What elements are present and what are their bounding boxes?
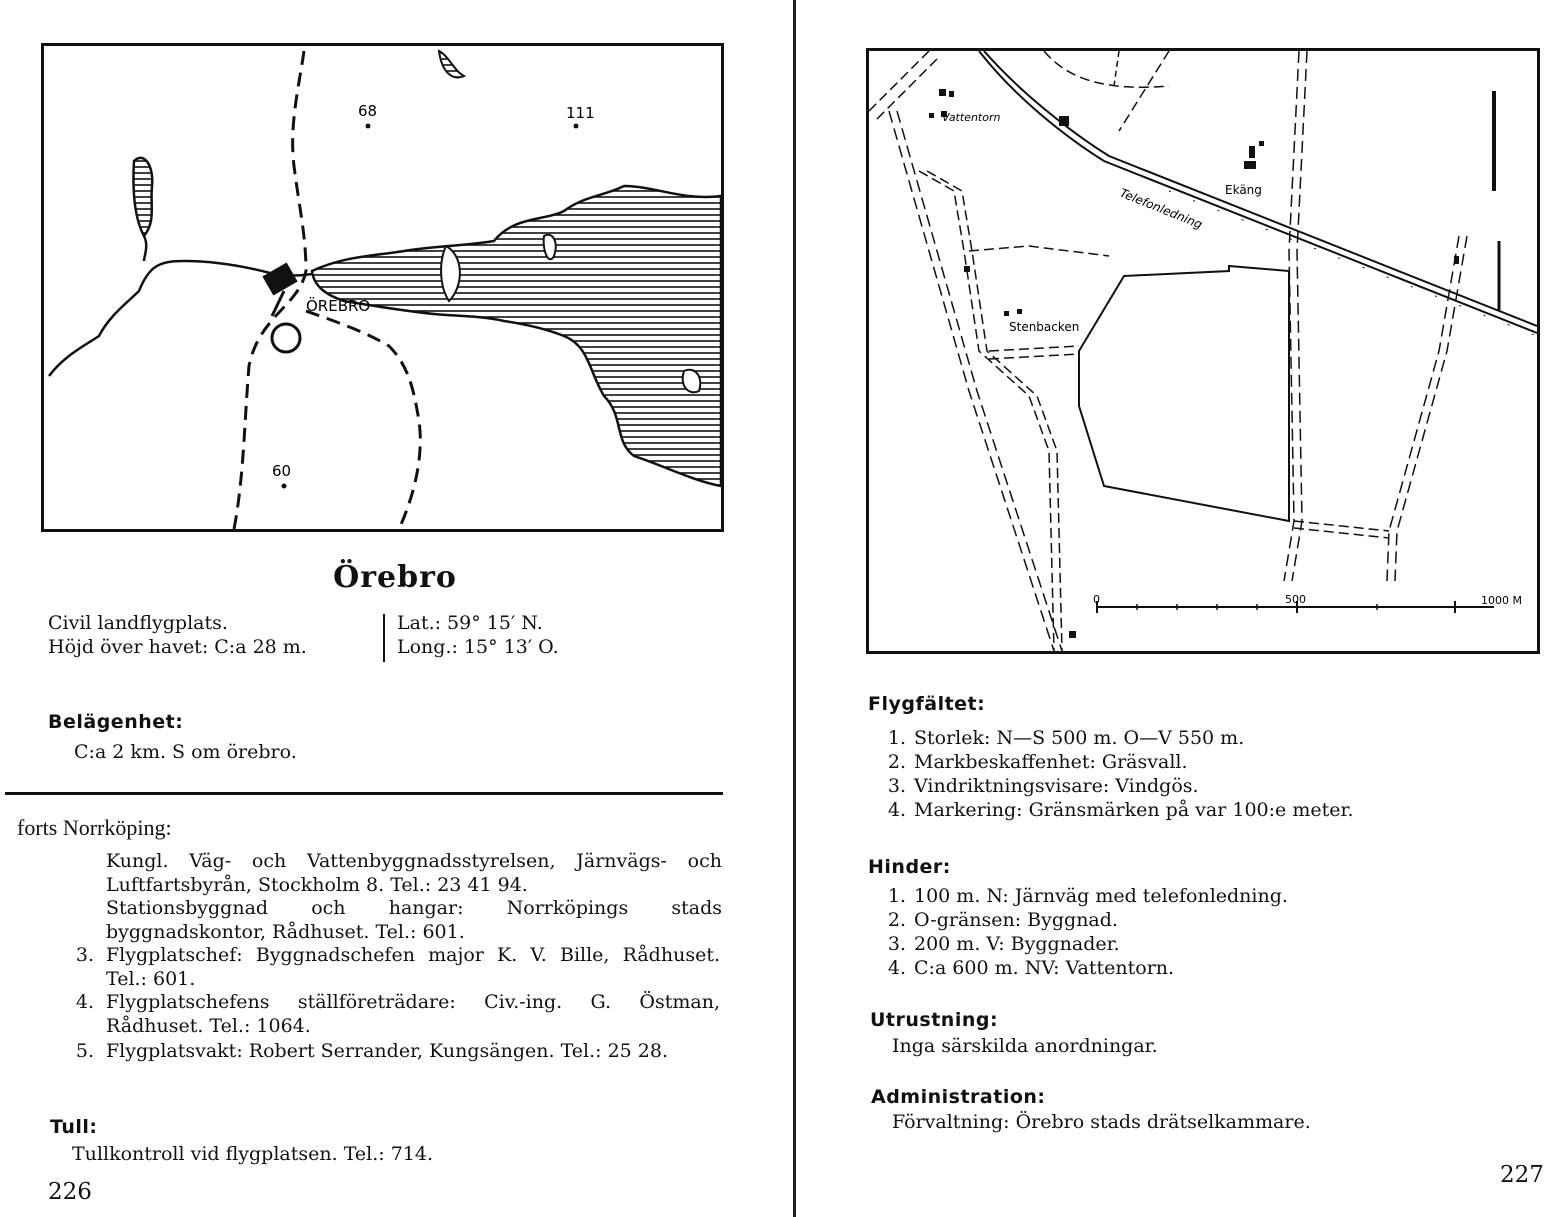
forts-item-3 bbox=[66, 944, 722, 991]
hinder-item-1-num: 1. bbox=[887, 885, 906, 907]
airfield-map bbox=[866, 48, 1540, 654]
flygfaltet-item-1 bbox=[874, 727, 1244, 749]
spot-height-68: 68 bbox=[358, 102, 378, 120]
right-page bbox=[800, 0, 1567, 1217]
info-height: Höjd över havet: C:a 28 m. bbox=[48, 636, 307, 658]
flygfaltet-item-3 bbox=[874, 775, 1199, 797]
forts-item-3-text: Flygplatschef: Byggnadschefen major K. V. Bille, Rådhuset. Tel.: 601. bbox=[106, 944, 720, 990]
page-title: Örebro bbox=[333, 560, 457, 595]
label-stenbacken: Stenbacken bbox=[1009, 320, 1080, 334]
location-map bbox=[41, 43, 724, 532]
spot-height-111: 111 bbox=[566, 104, 595, 122]
flygfaltet-item-3-num: 3. bbox=[887, 775, 906, 797]
book-spine bbox=[793, 0, 796, 1217]
airfield-circle bbox=[272, 324, 300, 352]
flygfaltet-item-4 bbox=[874, 799, 1354, 821]
hinder-item-3-num: 3. bbox=[887, 933, 906, 955]
forts-item-4 bbox=[66, 991, 722, 1038]
airfield-map-drawing bbox=[869, 51, 1537, 651]
flygfaltet-item-2-num: 2. bbox=[887, 751, 906, 773]
city-symbol bbox=[262, 262, 297, 295]
forts-item-4-num: 4. bbox=[75, 991, 94, 1013]
flygfaltet-item-1-num: 1. bbox=[887, 727, 906, 749]
forts-block-1: Kungl. Väg- och Vattenbyggnadsstyrelsen, Järnvägs- och Luftfartsbyrån, Stockholm 8. Tel.: 23 41 94. bbox=[106, 850, 722, 896]
info-civil: Civil landflygplats. bbox=[48, 612, 228, 634]
city-label: ÖREBRO bbox=[306, 297, 371, 315]
flygfaltet-item-2-text: Markbeskaffenhet: Gräsvall. bbox=[914, 751, 1188, 773]
forts-item-5-num: 5. bbox=[75, 1040, 94, 1062]
hinder-item-3-text: 200 m. V: Byggnader. bbox=[914, 933, 1120, 955]
flygfaltet-item-4-text: Markering: Gränsmärken på var 100:e meter. bbox=[914, 799, 1354, 821]
forts-block-2: Stationsbyggnad och hangar: Norrköpings stads byggnadskontor, Rådhuset. Tel.: 601. bbox=[106, 897, 722, 943]
hinder-item-2 bbox=[874, 909, 1118, 931]
hinder-item-2-num: 2. bbox=[887, 909, 906, 931]
forts-item-5-text: Flygplatsvakt: Robert Serrander, Kungsängen. Tel.: 25 28. bbox=[106, 1040, 669, 1062]
hinder-item-4-text: C:a 600 m. NV: Vattentorn. bbox=[914, 957, 1175, 979]
tull-heading: Tull: bbox=[50, 1116, 98, 1138]
flygfaltet-item-3-text: Vindriktningsvisare: Vindgös. bbox=[914, 775, 1199, 797]
label-telefonledning: Telefonledning bbox=[1117, 185, 1205, 232]
flygfaltet-heading: Flygfältet: bbox=[868, 693, 986, 715]
forts-item-3-num: 3. bbox=[75, 944, 94, 966]
hinder-item-1-text: 100 m. N: Järnväg med telefonledning. bbox=[914, 885, 1288, 907]
spot-height-60: 60 bbox=[272, 462, 292, 480]
location-map-drawing bbox=[44, 46, 721, 529]
info-divider bbox=[383, 614, 385, 662]
belagenhet-text: C:a 2 km. S om örebro. bbox=[74, 741, 297, 763]
hinder-item-3 bbox=[874, 933, 1120, 955]
flygfaltet-item-2 bbox=[874, 751, 1188, 773]
administration-heading: Administration: bbox=[871, 1086, 1046, 1108]
belagenhet-heading: Belägenhet: bbox=[48, 711, 184, 733]
railway-line bbox=[234, 51, 306, 529]
utrustning-heading: Utrustning: bbox=[870, 1009, 999, 1031]
hinder-item-1 bbox=[874, 885, 1288, 907]
tull-text: Tullkontroll vid flygplatsen. Tel.: 714. bbox=[72, 1143, 433, 1165]
label-vattentorn: Vattentorn bbox=[942, 111, 1001, 124]
forts-item-4-text: Flygplatschefens ställföreträdare: Civ.-ing. G. Östman, Rådhuset. Tel.: 1064. bbox=[106, 991, 720, 1037]
label-ekang: Ekäng bbox=[1225, 183, 1262, 197]
info-long: Long.: 15° 13′ O. bbox=[397, 636, 559, 658]
hinder-item-4-num: 4. bbox=[887, 957, 906, 979]
utrustning-text: Inga särskilda anordningar. bbox=[892, 1035, 1158, 1057]
section-rule bbox=[5, 792, 723, 795]
administration-text: Förvaltning: Örebro stads drätselkammare. bbox=[892, 1111, 1311, 1133]
forts-heading: forts Norrköping: bbox=[17, 815, 172, 840]
page-number-left: 226 bbox=[48, 1179, 92, 1205]
hinder-item-4 bbox=[874, 957, 1174, 979]
small-lake-shape bbox=[133, 158, 152, 236]
scale-label-0: 0 bbox=[1093, 593, 1100, 606]
hinder-item-2-text: O-gränsen: Byggnad. bbox=[914, 909, 1118, 931]
flygfaltet-item-4-num: 4. bbox=[887, 799, 906, 821]
info-lat: Lat.: 59° 15′ N. bbox=[397, 612, 543, 634]
hinder-heading: Hinder: bbox=[868, 856, 951, 878]
scale-label-500: 500 bbox=[1285, 593, 1306, 606]
flygfaltet-item-1-text: Storlek: N—S 500 m. O—V 550 m. bbox=[914, 727, 1245, 749]
scale-label-1000: 1000 M bbox=[1481, 594, 1522, 607]
forts-item-5 bbox=[66, 1040, 722, 1064]
page-number-right: 227 bbox=[1500, 1162, 1544, 1188]
airfield-boundary bbox=[1079, 266, 1289, 521]
